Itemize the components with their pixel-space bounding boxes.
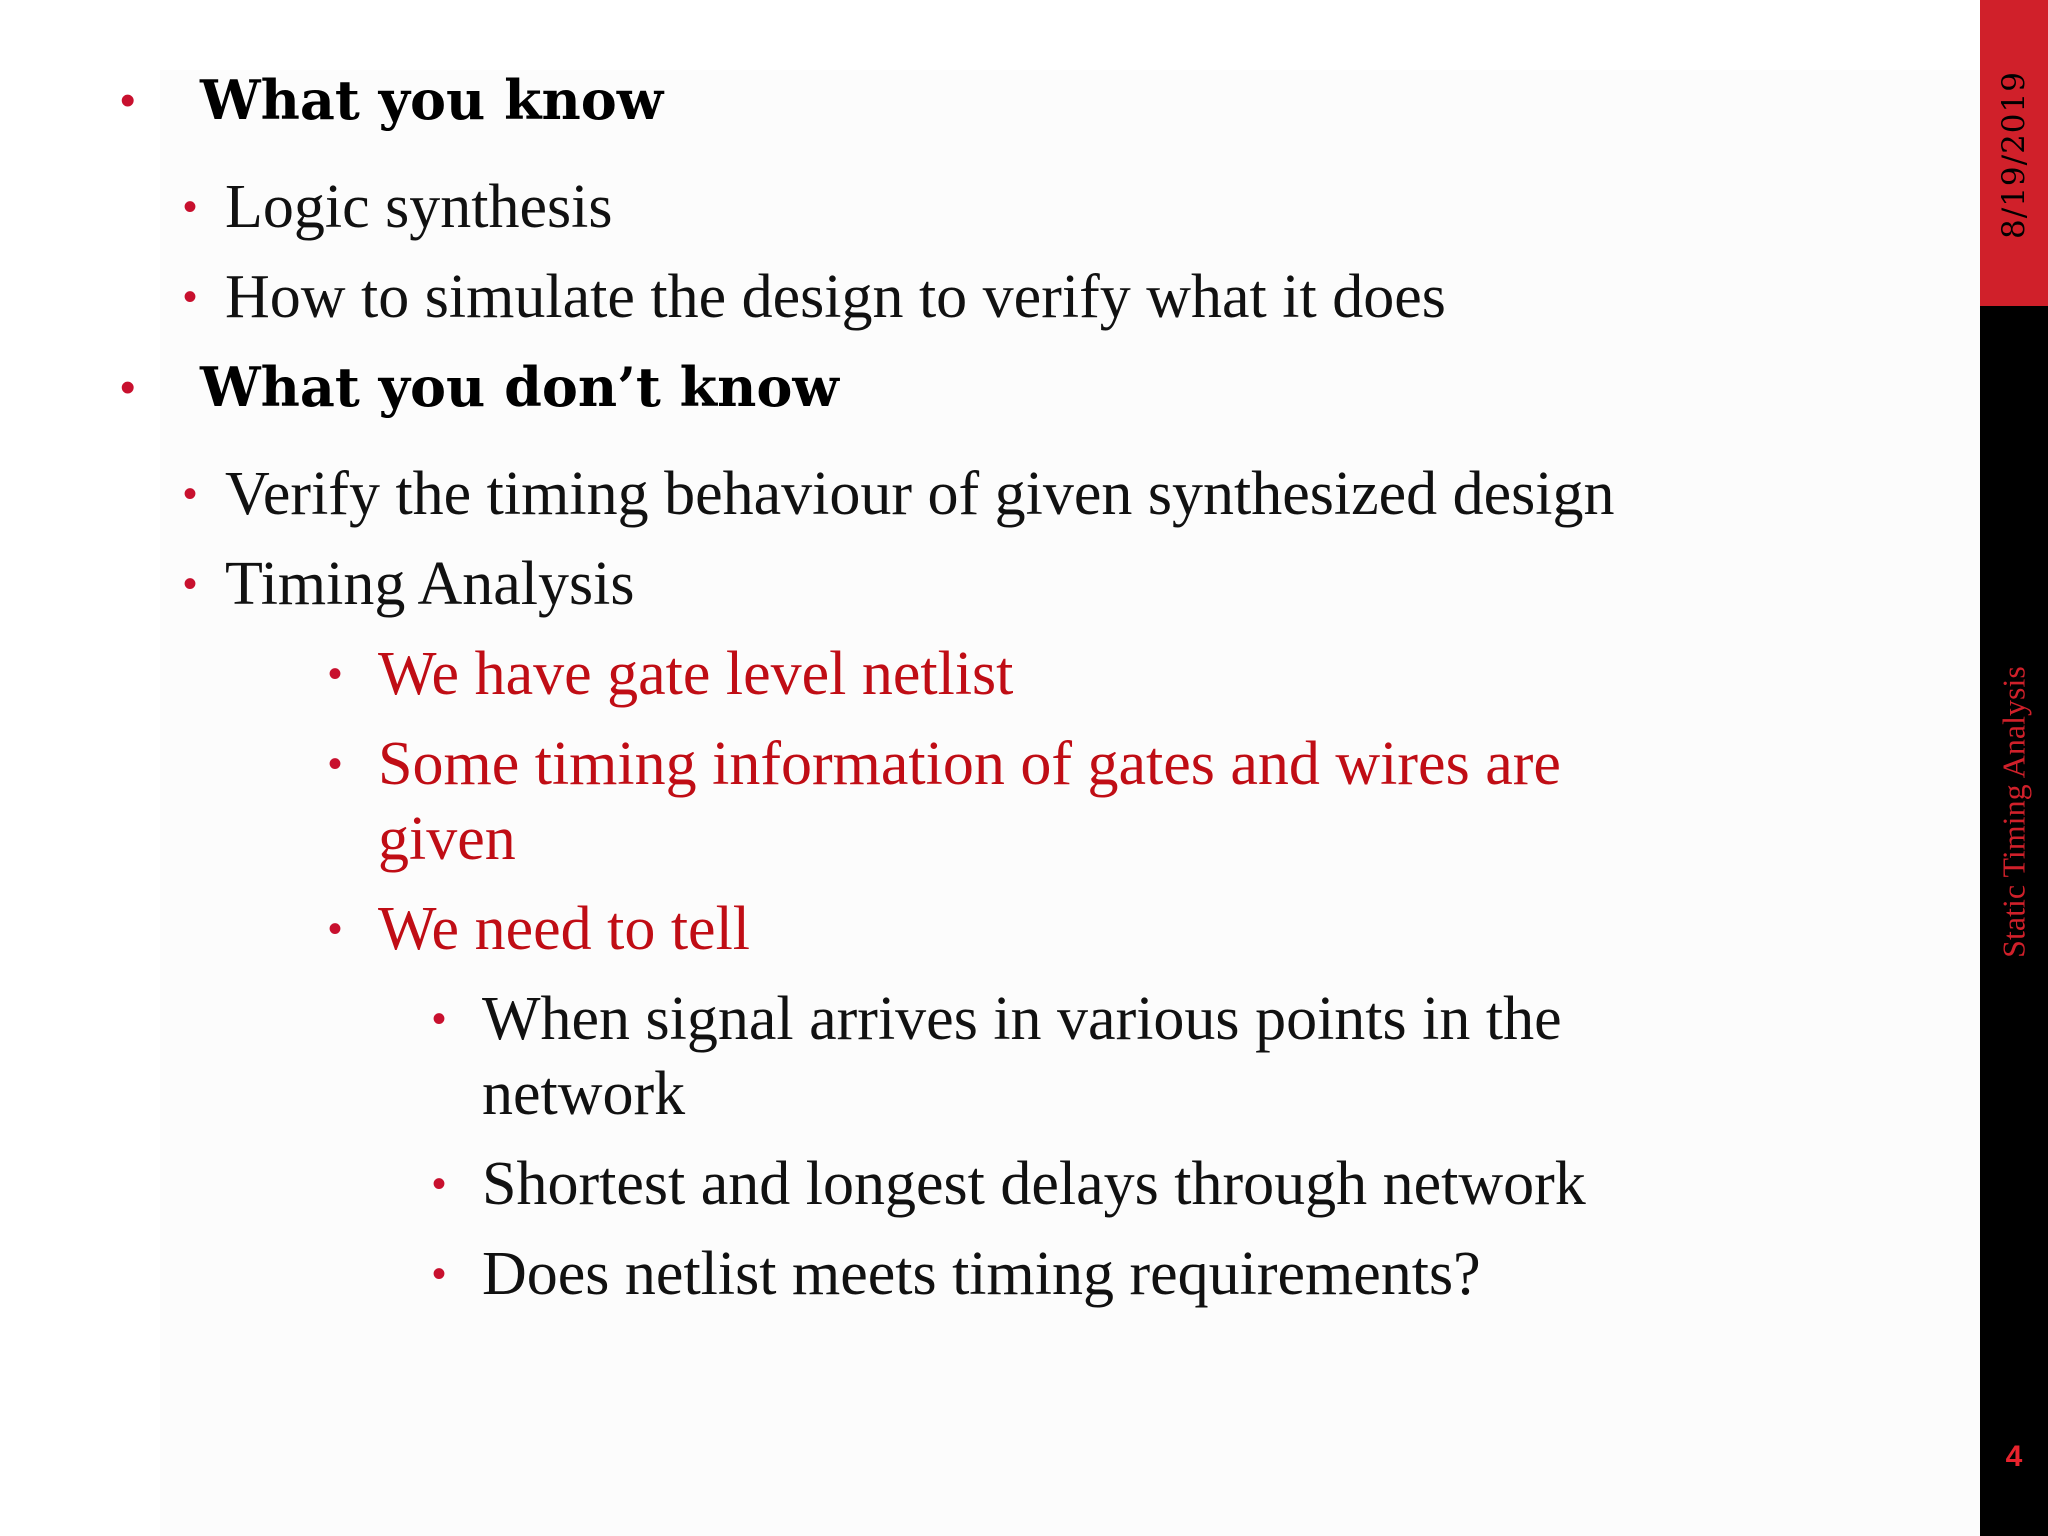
bullet-dot: • bbox=[432, 997, 447, 1041]
bullet-dot: • bbox=[120, 76, 136, 125]
sub-sub-list-item-continuation: network bbox=[482, 1060, 686, 1128]
bullet-dot: • bbox=[328, 907, 343, 951]
list-item: Timing Analysis bbox=[225, 550, 635, 618]
list-item: Logic synthesis bbox=[225, 173, 613, 241]
bullet-dot: • bbox=[120, 363, 136, 412]
sidebar bbox=[1980, 0, 2048, 1536]
bullet-dot: • bbox=[432, 1252, 447, 1296]
footer-title: Static Timing Analysis bbox=[1995, 666, 2032, 958]
sidebar-accent-block bbox=[1980, 0, 2048, 306]
bullet-dot: • bbox=[328, 742, 343, 786]
list-item: How to simulate the design to verify what it does bbox=[225, 263, 1446, 331]
bullet-dot: • bbox=[183, 185, 198, 229]
bullet-dot: • bbox=[328, 652, 343, 696]
bullet-dot: • bbox=[432, 1162, 447, 1206]
sub-sub-list-item: Shortest and longest delays through network bbox=[482, 1150, 1586, 1218]
heading-what-you-dont-know: What you don’t know bbox=[200, 355, 839, 419]
heading-what-you-know: What you know bbox=[200, 68, 664, 132]
sub-sub-list-item: When signal arrives in various points in the bbox=[482, 985, 1562, 1053]
list-item: Verify the timing behaviour of given synthesized design bbox=[225, 460, 1615, 528]
slide-date: 8/19/2019 bbox=[1996, 71, 2032, 239]
sub-list-item: Some timing information of gates and wires are bbox=[378, 730, 1561, 798]
sub-list-item: We need to tell bbox=[378, 895, 751, 963]
bullet-dot: • bbox=[183, 472, 198, 516]
sub-list-item: We have gate level netlist bbox=[378, 640, 1014, 708]
sub-sub-list-item: Does netlist meets timing requirements? bbox=[482, 1240, 1481, 1308]
sub-list-item-continuation: given bbox=[378, 805, 516, 873]
bullet-dot: • bbox=[183, 562, 198, 606]
bullet-dot: • bbox=[183, 275, 198, 319]
page-number: 4 bbox=[2005, 1440, 2023, 1473]
